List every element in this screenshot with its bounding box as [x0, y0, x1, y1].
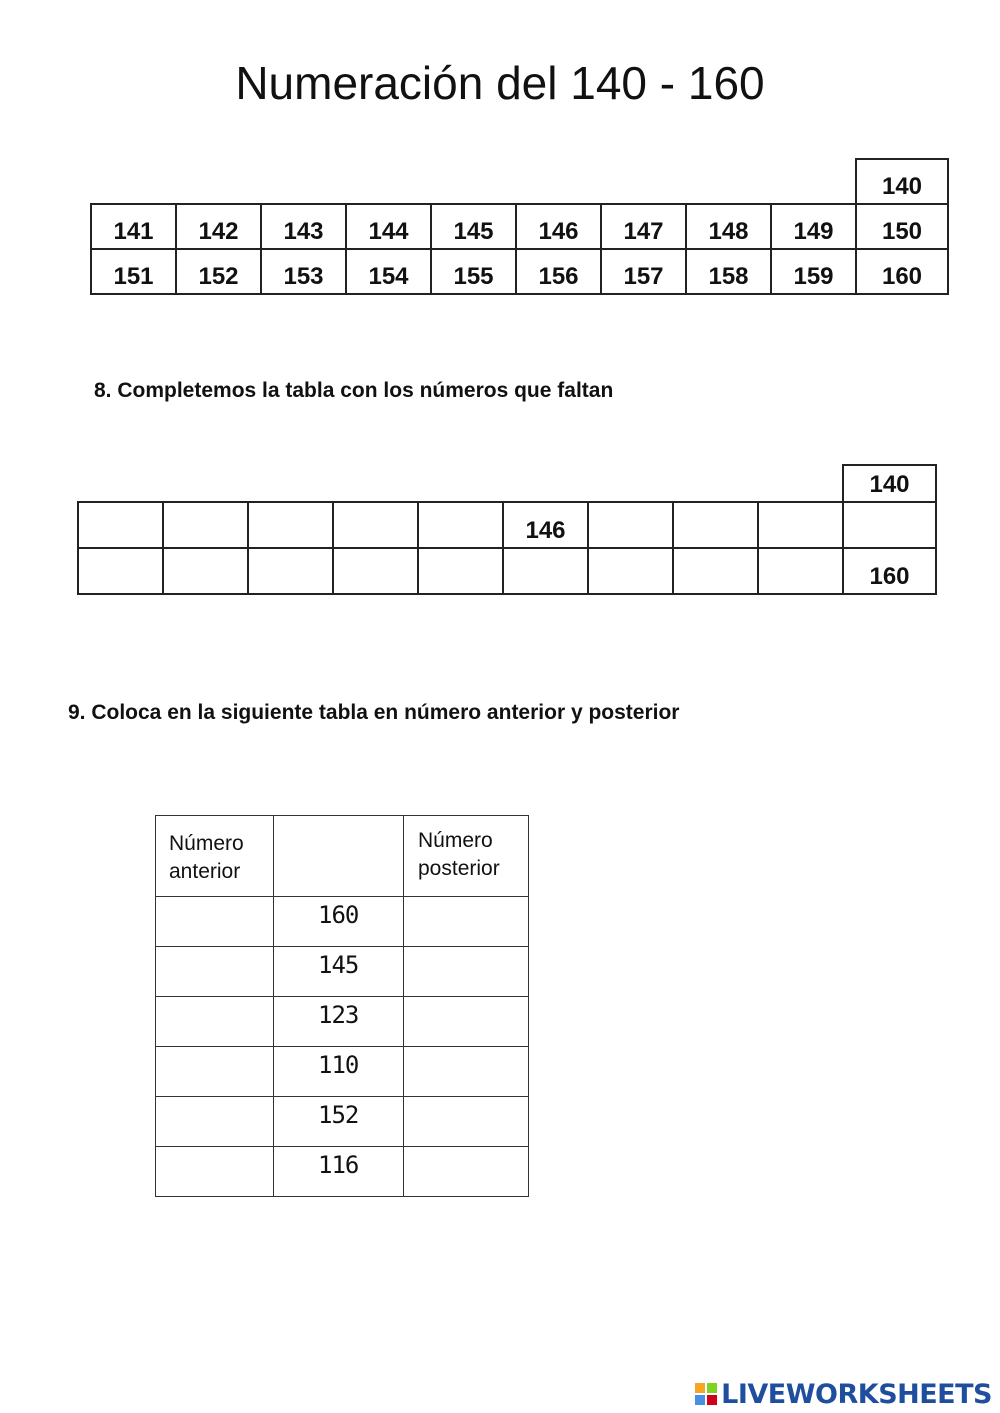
fill-in-cell[interactable]: [418, 548, 503, 594]
reference-cell: 141: [91, 204, 176, 249]
logo-square: [695, 1395, 705, 1405]
page-title: Numeración del 140 - 160: [235, 57, 765, 109]
reference-cell: 144: [346, 204, 431, 249]
reference-number-table: [90, 158, 949, 295]
reference-row: [91, 249, 948, 294]
anterior-answer-cell[interactable]: [156, 1097, 274, 1147]
fill-in-cell[interactable]: [673, 548, 758, 594]
reference-cell: 153: [261, 249, 346, 294]
fill-in-cell[interactable]: [333, 548, 418, 594]
logo-text: LIVEWORKSHEETS: [721, 1378, 992, 1410]
logo-square: [695, 1383, 705, 1393]
fill-in-cell[interactable]: [588, 548, 673, 594]
anterior-answer-cell[interactable]: [156, 1147, 274, 1197]
fill-in-cell[interactable]: [588, 502, 673, 548]
exercise-9-row: [156, 1097, 529, 1147]
exercise-9-row: [156, 947, 529, 997]
given-number: 110: [318, 1051, 359, 1079]
reference-cell: 154: [346, 249, 431, 294]
posterior-answer-cell[interactable]: [404, 1097, 529, 1147]
fill-in-cell[interactable]: [163, 548, 248, 594]
posterior-answer-cell[interactable]: [404, 897, 529, 947]
exercise-9-header-row: [156, 816, 529, 897]
posterior-answer-cell[interactable]: [404, 1047, 529, 1097]
exercise-9-row: [156, 997, 529, 1047]
exercise-9-row: [156, 1047, 529, 1097]
reference-cell: 159: [771, 249, 856, 294]
given-number: 152: [318, 1101, 359, 1129]
logo-square: [707, 1383, 717, 1393]
anterior-answer-cell[interactable]: [156, 1047, 274, 1097]
reference-cell: 149: [771, 204, 856, 249]
logo-square: [707, 1395, 717, 1405]
reference-cell: 151: [91, 249, 176, 294]
posterior-answer-cell[interactable]: [404, 1147, 529, 1197]
fill-in-cell[interactable]: [673, 502, 758, 548]
fill-in-cell[interactable]: [758, 502, 843, 548]
anterior-answer-cell[interactable]: [156, 947, 274, 997]
exercise-9-instruction: 9. Coloca en la siguiente tabla en número anterior y posterior: [68, 701, 680, 724]
exercise-8-top-cell: 140: [843, 465, 936, 502]
fill-in-cell[interactable]: [248, 548, 333, 594]
reference-top-cell: 140: [856, 159, 948, 204]
header-middle: [274, 816, 403, 830]
posterior-answer-cell[interactable]: [404, 997, 529, 1047]
given-number: 116: [318, 1151, 359, 1179]
given-cell: 146: [503, 502, 588, 548]
header-anterior: Número anterior: [169, 832, 244, 883]
reference-cell: 160: [856, 249, 948, 294]
exercise-9-row: [156, 1147, 529, 1197]
fill-in-cell[interactable]: [248, 502, 333, 548]
exercise-9-row: [156, 897, 529, 947]
reference-cell: 152: [176, 249, 261, 294]
reference-cell: 157: [601, 249, 686, 294]
exercise-9-table: [155, 815, 529, 1197]
fill-in-cell[interactable]: [163, 502, 248, 548]
fill-in-cell[interactable]: [758, 548, 843, 594]
logo-squares-icon: [695, 1383, 717, 1405]
fill-in-cell[interactable]: [503, 548, 588, 594]
fill-in-cell[interactable]: [78, 548, 163, 594]
liveworksheets-logo: [695, 1376, 992, 1412]
reference-cell: 147: [601, 204, 686, 249]
reference-cell: 156: [516, 249, 601, 294]
exercise-8-row: [78, 502, 936, 548]
reference-cell: 148: [686, 204, 771, 249]
reference-cell: 155: [431, 249, 516, 294]
given-number: 160: [318, 901, 359, 929]
reference-cell: 146: [516, 204, 601, 249]
reference-row: [91, 204, 948, 249]
fill-in-cell[interactable]: [418, 502, 503, 548]
reference-cell: 142: [176, 204, 261, 249]
exercise-8-table: [77, 464, 937, 595]
posterior-answer-cell[interactable]: [404, 947, 529, 997]
anterior-answer-cell[interactable]: [156, 997, 274, 1047]
fill-in-cell[interactable]: [843, 502, 936, 548]
header-posterior: Número posterior: [418, 829, 500, 880]
reference-cell: 158: [686, 249, 771, 294]
exercise-8-instruction: 8. Completemos la tabla con los números que faltan: [94, 379, 614, 402]
fill-in-cell[interactable]: [333, 502, 418, 548]
given-number: 123: [318, 1001, 359, 1029]
given-cell: 160: [843, 548, 936, 594]
given-number: 145: [318, 951, 359, 979]
anterior-answer-cell[interactable]: [156, 897, 274, 947]
fill-in-cell[interactable]: [78, 502, 163, 548]
reference-cell: 143: [261, 204, 346, 249]
reference-cell: 150: [856, 204, 948, 249]
exercise-8-row: [78, 548, 936, 594]
reference-cell: 145: [431, 204, 516, 249]
